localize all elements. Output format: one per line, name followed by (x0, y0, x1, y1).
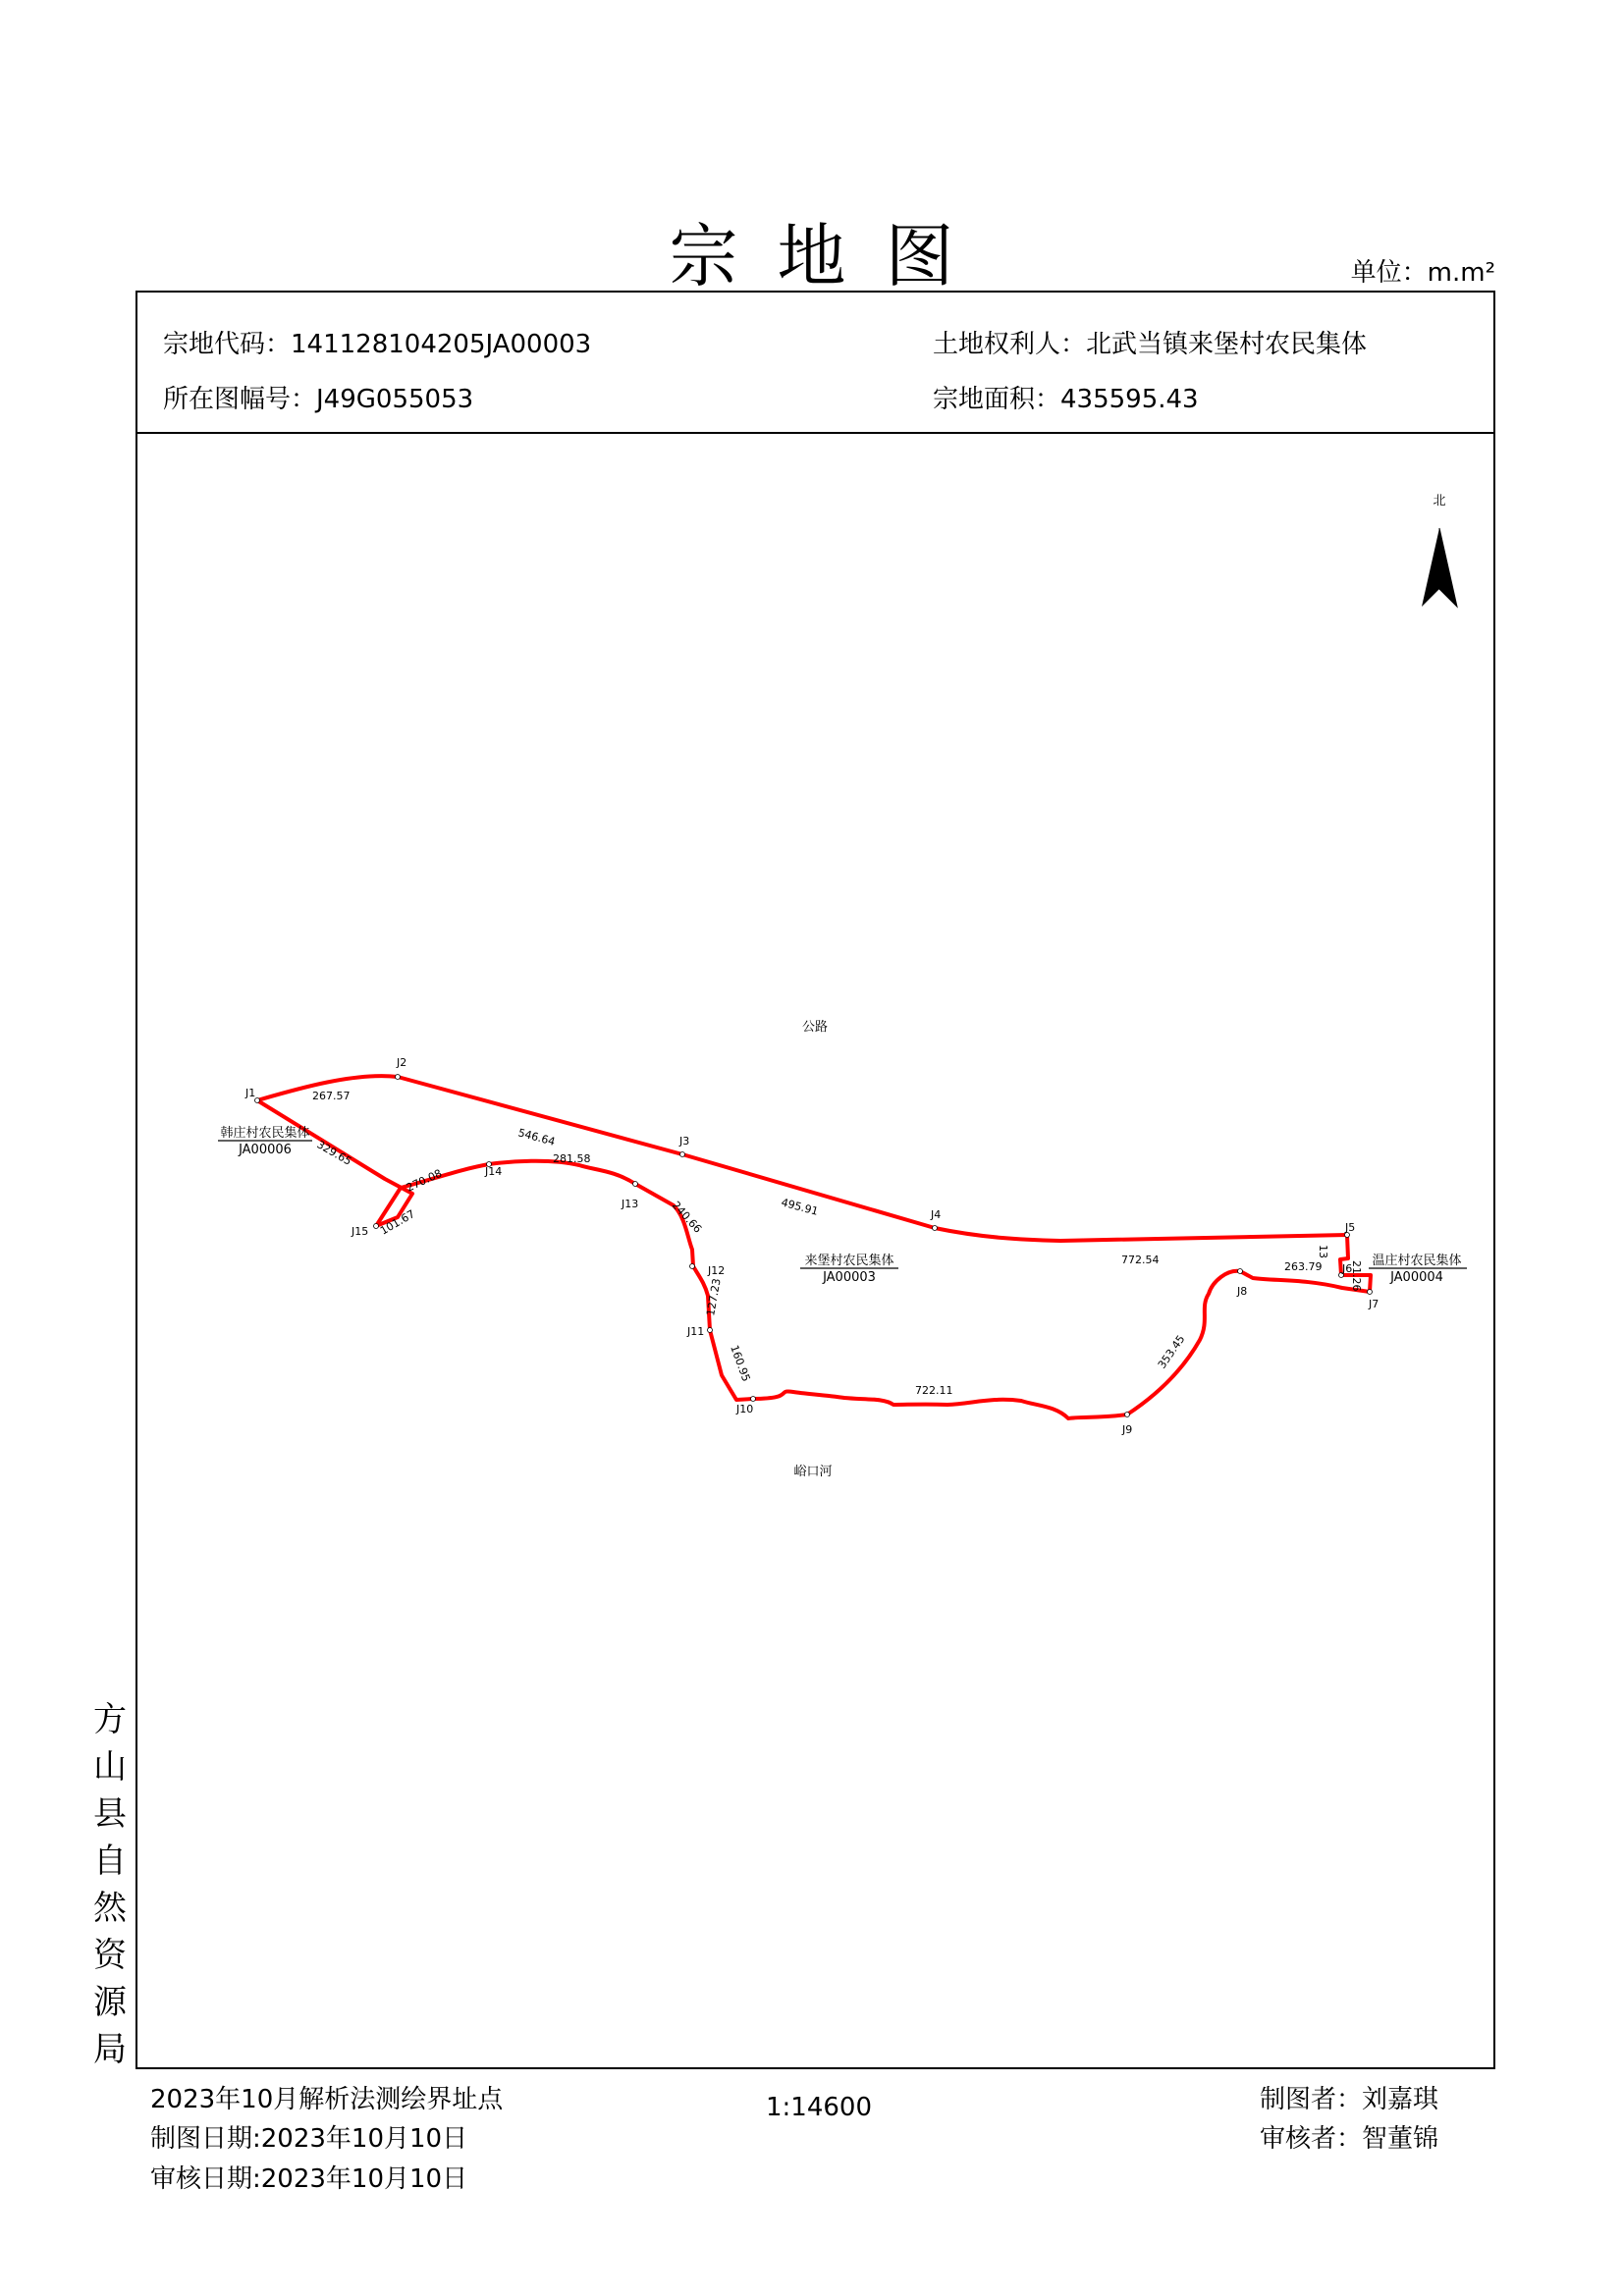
point-label: J4 (931, 1208, 942, 1221)
map-sheet-number: 所在图幅号：J49G055053 (163, 385, 474, 414)
point-label: J1 (245, 1087, 256, 1099)
point-label: J13 (622, 1198, 639, 1210)
west-neighbor-label (218, 1125, 312, 1157)
point-label: J15 (352, 1225, 369, 1238)
distance-label: 495.91 (780, 1196, 820, 1218)
point-label: J14 (485, 1165, 503, 1178)
point-marker (933, 1226, 938, 1231)
road-label: 公路 (801, 1020, 829, 1035)
point-label: J2 (397, 1056, 407, 1069)
distance-label: 21.26 (1350, 1260, 1363, 1292)
reviewer: 审核者：智董锦 (1260, 2124, 1439, 2154)
main-parcel-name: 来堡村农民集体 (804, 1254, 894, 1268)
point-marker (751, 1397, 756, 1402)
parcel-area: 宗地面积：435595.43 (933, 385, 1199, 414)
west-neighbor-code: JA00006 (239, 1143, 292, 1157)
point-label: J12 (708, 1264, 726, 1277)
north-arrow-icon (1422, 528, 1457, 607)
distance-label: 160.95 (728, 1343, 753, 1384)
point-label: J7 (1369, 1298, 1380, 1310)
point-marker (1238, 1269, 1243, 1274)
distance-label: 281.58 (553, 1152, 591, 1165)
distance-label: 267.57 (312, 1090, 351, 1102)
east-neighbor-code: JA00004 (1390, 1270, 1443, 1285)
point-label: J6 (1342, 1262, 1353, 1275)
point-marker (1125, 1413, 1130, 1417)
point-marker (396, 1075, 401, 1080)
point-label: J5 (1345, 1221, 1356, 1234)
parcel-boundary (257, 1076, 1371, 1418)
distance-label: 101.67 (378, 1207, 417, 1238)
boundary-points (255, 1075, 1373, 1417)
point-marker (680, 1152, 685, 1157)
point-label: J10 (736, 1403, 754, 1415)
distance-label: 13 (1317, 1245, 1329, 1258)
point-labels (244, 1056, 1379, 1436)
distance-label: 329.65 (314, 1138, 354, 1168)
organization-name: 方山县自然资源局 (93, 1700, 127, 2069)
point-marker (690, 1264, 695, 1269)
point-label: J9 (1122, 1423, 1133, 1436)
survey-method: 2023年10月解析法测绘界址点 (150, 2085, 504, 2114)
review-date: 审核日期:2023年10月10日 (150, 2164, 468, 2194)
draw-date: 制图日期:2023年10月10日 (150, 2124, 468, 2154)
point-marker (633, 1182, 638, 1187)
distance-label: 722.11 (915, 1384, 953, 1397)
point-marker (1368, 1290, 1373, 1295)
east-neighbor-name: 温庄村农民集体 (1372, 1254, 1462, 1268)
river-label: 峪口河 (793, 1465, 833, 1479)
distance-label: 772.54 (1121, 1254, 1160, 1266)
distance-label: 546.64 (516, 1126, 557, 1148)
distance-labels (312, 1090, 1363, 1397)
main-parcel-code: JA00003 (823, 1270, 876, 1285)
page-title: 宗地图 (669, 216, 994, 296)
distance-label: 127.23 (704, 1277, 724, 1317)
distance-label: 353.45 (1155, 1332, 1188, 1371)
main-parcel-label (800, 1253, 898, 1285)
distance-label: 263.79 (1284, 1260, 1323, 1273)
east-neighbor-label (1369, 1253, 1467, 1285)
outer-boundary-line (257, 1076, 1371, 1418)
distance-label: 270.08 (404, 1166, 445, 1195)
drafter: 制图者：刘嘉琪 (1260, 2085, 1439, 2114)
land-owner: 土地权利人：北武当镇来堡村农民集体 (933, 330, 1368, 359)
map-scale: 1:14600 (766, 2093, 873, 2122)
parcel-code: 宗地代码：141128104205JA00003 (163, 330, 592, 359)
point-label: J3 (679, 1135, 690, 1148)
west-neighbor-name: 韩庄村农民集体 (220, 1126, 310, 1141)
point-marker (708, 1328, 713, 1333)
point-label: J11 (687, 1325, 705, 1338)
point-marker (255, 1098, 260, 1103)
north-label: 北 (1433, 494, 1446, 508)
unit-label: 单位：m.m² (1350, 258, 1495, 288)
distance-label: 240.66 (669, 1199, 705, 1236)
point-label: J8 (1237, 1285, 1248, 1298)
